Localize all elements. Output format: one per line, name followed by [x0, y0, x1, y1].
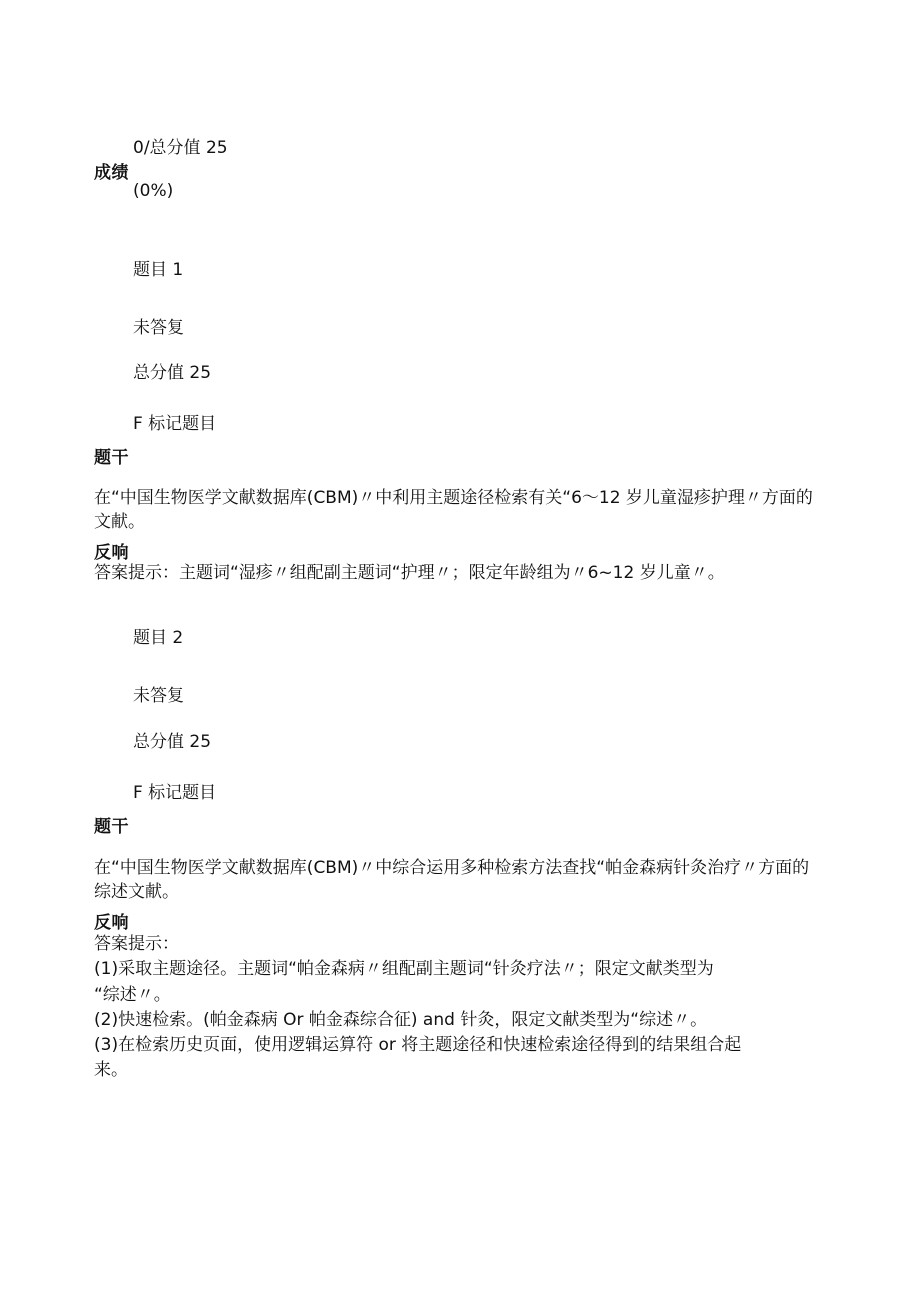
feedback-line: (2)快速检索。(帕金森病 Or 帕金森综合征) and 针灸，限定文献类型为“综述〃。	[94, 1010, 708, 1030]
question-total: 总分值 25	[133, 732, 212, 752]
grade-percent: (0%)	[133, 181, 174, 201]
question-total: 总分值 25	[133, 363, 212, 383]
feedback-line: (1)采取主题途径。主题词“帕金森病〃组配副主题词“针灸疗法〃；限定文献类型为	[94, 959, 714, 979]
question-title: 题目 1	[133, 260, 184, 280]
feedback-line: (3)在检索历史页面，使用逻辑运算符 or 将主题途径和快速检索途径得到的结果组合起	[94, 1035, 742, 1055]
question-status: 未答复	[133, 686, 184, 706]
feedback-label: 反响	[94, 543, 129, 563]
feedback-line: 答案提示：	[94, 934, 179, 954]
question-stem: 在“中国生物医学文献数据库(CBM)〃中综合运用多种检索方法查找“帕金森病针灸治疗〃方面的综述文献。	[94, 858, 810, 902]
stem-label: 题干	[94, 817, 129, 837]
flag-question-link[interactable]: F 标记题目	[133, 783, 217, 803]
stem-label: 题干	[94, 448, 129, 468]
feedback-label: 反响	[94, 913, 129, 933]
feedback-line: “综述〃。	[94, 985, 171, 1005]
feedback-line: 答案提示：主题词“湿疹〃组配副主题词“护理〃；限定年龄组为〃6~12 岁儿童〃。	[94, 563, 725, 583]
question-stem: 在“中国生物医学文献数据库(CBM)〃中利用主题途径检索有关“6～12 岁儿童湿疹护理〃方面的文献。	[94, 488, 813, 532]
question-title: 题目 2	[133, 628, 184, 648]
grade-score: 0/总分值 25	[133, 138, 228, 158]
question-status: 未答复	[133, 318, 184, 338]
feedback-line: 来。	[94, 1060, 128, 1080]
flag-question-link[interactable]: F 标记题目	[133, 414, 217, 434]
grade-label: 成绩	[94, 163, 129, 183]
